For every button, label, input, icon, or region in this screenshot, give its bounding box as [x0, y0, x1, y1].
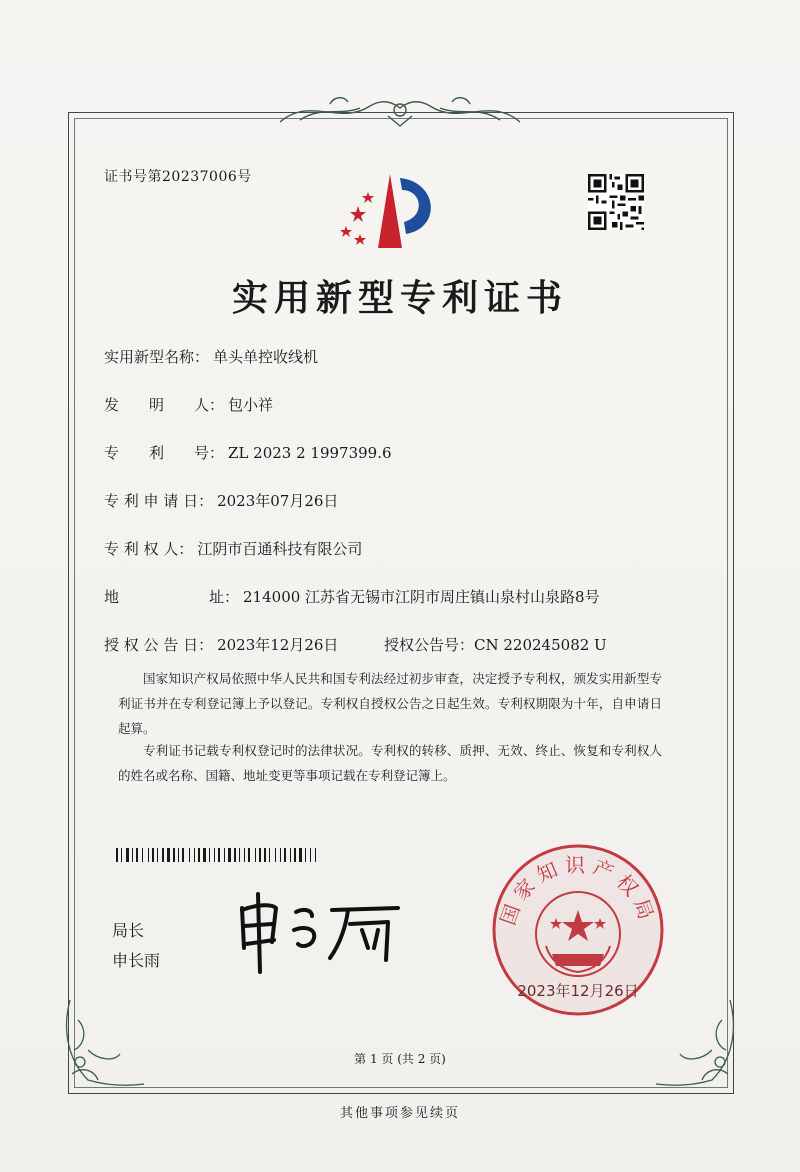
- field-value: 江阴市百通科技有限公司: [197, 540, 363, 558]
- field-label: 授 权 公 告 日：: [104, 636, 214, 654]
- page-indicator: 第 1 页 (共 2 页): [354, 1052, 446, 1066]
- field-label: 专 利 权 人：: [104, 540, 194, 558]
- grant-number-field: [384, 634, 607, 655]
- field-value: 2023年12月26日: [217, 636, 339, 654]
- director-signature-icon: [228, 886, 408, 976]
- director-title: 局长: [112, 921, 145, 940]
- field-label: 专 利 号：: [104, 444, 225, 462]
- filing-date-field: [104, 490, 338, 511]
- field-label: 实用新型名称：: [104, 348, 210, 366]
- field-label: 地 址：: [104, 588, 240, 606]
- seal-date: 2023年12月26日: [517, 982, 639, 1000]
- field-label: 发 明 人：: [104, 396, 225, 414]
- field-label: 授权公告号：: [384, 636, 475, 654]
- grant-statement-paragraph: 国家知识产权局依照中华人民共和国专利法经过初步审查，决定授予专利权，颁发实用新型专利证书并在专利登记簿上予以登记。专利权自授权公告之日起生效。专利权期限为十年，自申请日起算。: [118, 671, 662, 736]
- utility-model-name-field: [104, 346, 318, 367]
- patentee-field: [104, 538, 362, 559]
- top-ornament-icon: [270, 86, 530, 132]
- seal-text: 国家知识产权局: [495, 853, 661, 929]
- legal-status-paragraph: 专利证书记载专利权登记时的法律状况。专利权的转移、质押、无效、终止、恢复和专利权人的姓名或名称、国籍、地址变更等事项记载在专利登记簿上。: [118, 743, 662, 783]
- qr-code-icon: [588, 174, 644, 230]
- field-value: 单头单控收线机: [213, 348, 319, 366]
- inventor-field: [104, 394, 273, 415]
- certificate-title: 实用新型专利证书: [231, 278, 568, 319]
- director-name: 申长雨: [112, 951, 161, 970]
- field-value: ZL 2023 2 1997399.6: [228, 444, 392, 462]
- field-value: 2023年07月26日: [217, 492, 339, 510]
- continuation-note: 其他事项参见续页: [339, 1106, 460, 1121]
- cnipa-logo-icon: [330, 168, 450, 258]
- field-value: 包小祥: [228, 396, 274, 414]
- patent-number-field: [104, 442, 392, 463]
- address-field: [104, 586, 600, 607]
- field-value: CN 220245082 U: [474, 636, 607, 654]
- barcode-icon: [116, 848, 370, 862]
- field-label: 专 利 申 请 日：: [104, 492, 214, 510]
- grant-date-field: [104, 634, 338, 655]
- field-value: 214000 江苏省无锡市江阴市周庄镇山泉村山泉路8号: [243, 588, 600, 606]
- certificate-number: 证书号第20237006号: [104, 169, 252, 185]
- bottom-left-ornament-icon: [58, 990, 148, 1090]
